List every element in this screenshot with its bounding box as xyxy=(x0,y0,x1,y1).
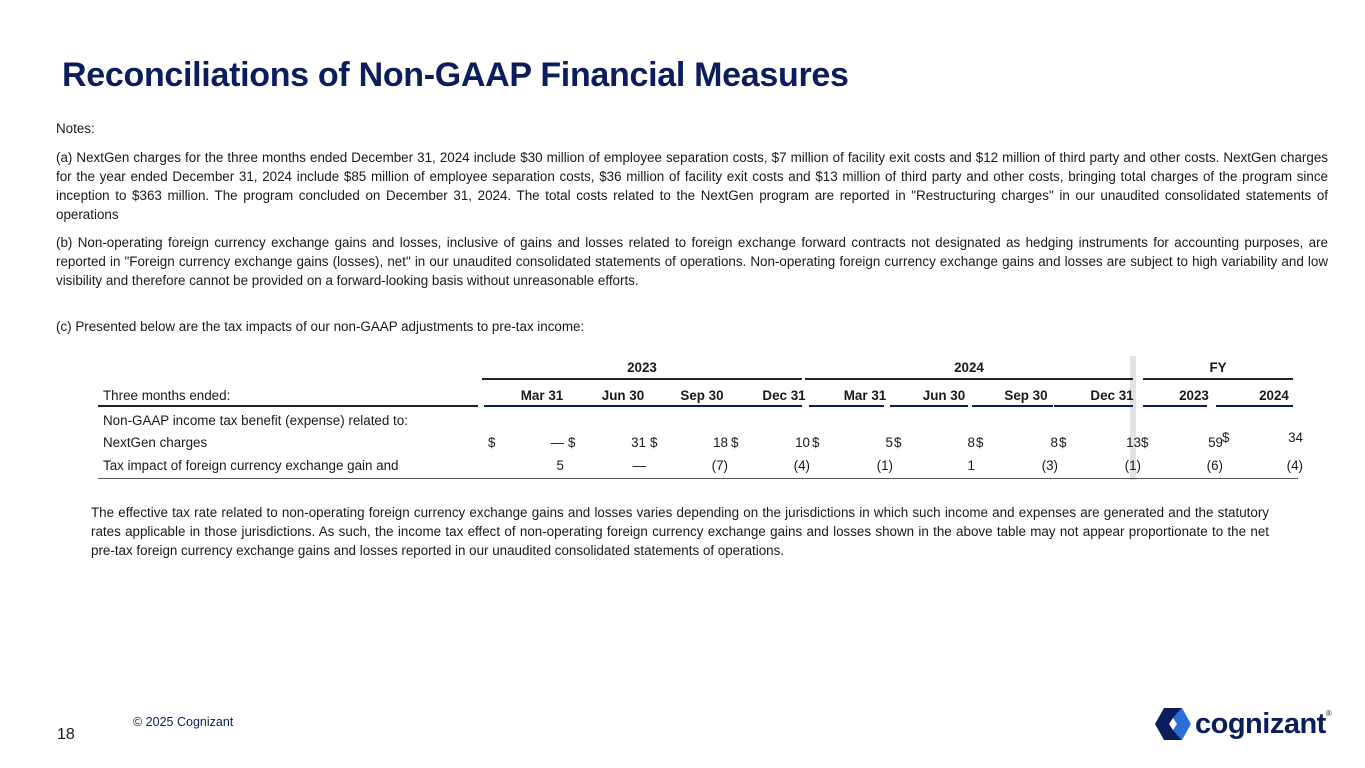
column-header: Mar 31 xyxy=(520,388,564,403)
table-cell: 10 xyxy=(795,435,810,450)
table-cell: (1) xyxy=(1124,458,1141,473)
section-label: Non-GAAP income tax benefit (expense) related to: xyxy=(103,413,408,428)
cognizant-logo xyxy=(1155,706,1332,742)
table-cell: (6) xyxy=(1206,458,1223,473)
table-cell: — xyxy=(550,435,564,450)
group-underline xyxy=(805,378,1133,380)
table-cell: 18 xyxy=(713,435,728,450)
note-b: (b) Non-operating foreign currency exchange gains and losses, inclusive of gains and losses related to foreign exchange forward contracts not designated as hedging instruments for accounting purposes, are reported in "Foreign currency exchange gains (losses), net" in our unaudited consolidated statements of operations. Non-operating foreign currency exchange gains and losses are subject to high variability and low visibility and therefore cannot be provided on a forward-looking basis without unreasonable efforts. xyxy=(56,235,1328,288)
column-header: Mar 31 xyxy=(843,388,887,403)
table-cell: 34 xyxy=(1288,430,1303,445)
table-cell: 13 xyxy=(1126,435,1141,450)
group-header: 2024 xyxy=(954,360,984,375)
column-underline xyxy=(1216,405,1293,407)
group-underline xyxy=(1143,378,1293,380)
column-header: Dec 31 xyxy=(762,388,806,403)
currency-symbol: $ xyxy=(1222,430,1230,445)
table-cell: (7) xyxy=(711,458,728,473)
currency-symbol: $ xyxy=(894,435,902,450)
column-underline xyxy=(809,405,884,407)
table-cell: 8 xyxy=(967,435,975,450)
table-cell: (4) xyxy=(793,458,810,473)
currency-symbol: $ xyxy=(1141,435,1149,450)
table-row-label: Tax impact of foreign currency exchange gain and xyxy=(103,458,399,473)
column-header: Sep 30 xyxy=(680,388,724,403)
table-cell: 59 xyxy=(1208,435,1223,450)
currency-symbol: $ xyxy=(650,435,658,450)
column-header: Jun 30 xyxy=(601,388,645,403)
table-cell: 1 xyxy=(967,458,975,473)
effective-tax-rate-note: The effective tax rate related to non-operating foreign currency exchange gains and losses varies depending on the jurisdictions in which such income and expenses are generated and the statutory rates applicable in those jurisdictions. As such, the income tax effect of non-operating foreign currency exchange gains and losses shown in the above table may not appear proportionate to the net pre-tax foreign currency exchange gains and losses reported in our unaudited consolidated statements of operations. xyxy=(91,505,1269,558)
notes-section xyxy=(56,119,1328,299)
table-cell: — xyxy=(632,458,646,473)
table-row-label: NextGen charges xyxy=(103,435,208,450)
group-header: FY xyxy=(1209,360,1227,375)
column-header: Jun 30 xyxy=(922,388,966,403)
column-header: Sep 30 xyxy=(1004,388,1048,403)
column-underline xyxy=(1054,405,1133,407)
currency-symbol: $ xyxy=(1059,435,1067,450)
group-underline xyxy=(482,378,802,380)
page-number: 18 xyxy=(57,726,75,743)
column-header: 2024 xyxy=(1259,388,1289,403)
table-cell: (4) xyxy=(1286,458,1303,473)
table-cell: (3) xyxy=(1041,458,1058,473)
cognizant-logo-icon xyxy=(1155,708,1191,740)
row-header-label: Three months ended: xyxy=(103,388,231,403)
currency-symbol: $ xyxy=(568,435,576,450)
column-header: 2023 xyxy=(1179,388,1209,403)
note-c: (c) Presented below are the tax impacts of our non-GAAP adjustments to pre-tax income: xyxy=(56,319,585,334)
column-header: Dec 31 xyxy=(1090,388,1134,403)
tax-impact-table xyxy=(98,356,1303,480)
column-underline xyxy=(727,405,802,407)
table-cell: 5 xyxy=(556,458,564,473)
table-cell: 8 xyxy=(1050,435,1058,450)
row-header-underline xyxy=(98,405,478,407)
currency-symbol: $ xyxy=(488,435,496,450)
copyright: © 2025 Cognizant xyxy=(133,715,234,729)
currency-symbol: $ xyxy=(976,435,984,450)
logo-registered-mark: ® xyxy=(1325,708,1332,718)
column-underline xyxy=(1143,405,1207,407)
table-cell: 31 xyxy=(631,435,646,450)
group-header: 2023 xyxy=(627,360,657,375)
page-title: Reconciliations of Non-GAAP Financial Measures xyxy=(62,56,849,94)
column-underline xyxy=(972,405,1053,407)
notes-label: Notes: xyxy=(56,121,95,136)
currency-symbol: $ xyxy=(812,435,820,450)
logo-wordmark: cognizant xyxy=(1195,707,1326,740)
table-cell: 5 xyxy=(885,435,893,450)
column-underline xyxy=(890,405,968,407)
table-bottom-rule xyxy=(98,478,1298,479)
note-a: (a) NextGen charges for the three months ended December 31, 2024 include $30 million of employee separation costs, $7 million of facility exit costs and $12 million of third party and other costs. NextGen charges for the year ended December 31, 2024 include $85 million of employee separation costs, $36 million of facility exit costs and $13 million of third party and other costs, bringing total charges of the program since inception to $363 million. The program concluded on December 31, 2024. The total costs related to the NextGen program are reported in "Restructuring charges" in our unaudited consolidated statements of operations xyxy=(56,150,1328,222)
table-cell: (1) xyxy=(876,458,893,473)
currency-symbol: $ xyxy=(731,435,739,450)
